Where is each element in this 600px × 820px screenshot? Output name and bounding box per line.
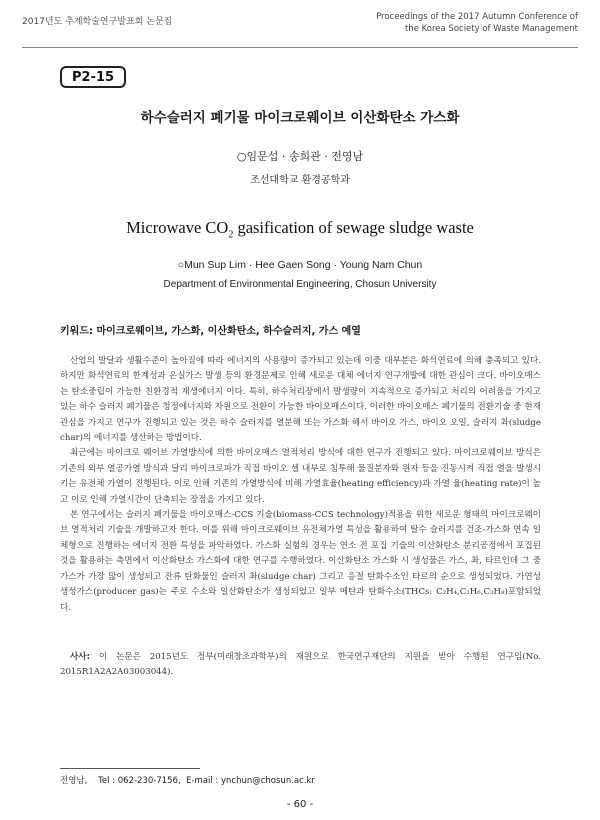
- body-paragraph-3: 본 연구에서는 슬러지 폐기물을 바이오매스-CCS 기술(biomass-CCS technology)적용을 위한 새로운 형태의 마이크로웨이브 열적처리 기술을 개발하고자 한다. 이를 위해 마이크로웨이브 유전체가열 특성을 활용하여 탈수 슬러지를 건조-가스화 연속 일체형으로 진행하는 에너지 전환 특성을 파악하였다. 가스화 실험의 경우는 연소 전 포집 기술의 이산화탄소 분리공정에서 포집된 것을 활용하는 측면에서 이산화탄소 가스화에 대한 연구를 수행하였다. 이산화탄소 가스화 시 생성물은 가스, 촤, 타르인데 그 중 가스가 가장 많이 생성되고 잔류 탄화물인 슬러지 촤(sludge char) 그리고 응절 탄화수소인 타르의 순으로 생성되었다. 가연성 생성가스(producer gas)는 주로 수소와 일산화탄소가 생성되었고 일부 메탄과 탄화수소(THCs: C₂H₄,C₂H₆,C₃H₈)포함되었다.: [60, 510, 541, 613]
- body-paragraph-1: 산업의 발달과 생활수준이 높아짐에 따라 에너지의 사용량이 증가되고 있는데 이중 대부분은 화석연료에 의해 충족되고 있다. 하지만 화석연료의 한계성과 온실가스 발생 등의 환경문제로 인해 새로운 대체 에너지 연구개발에 대한 관심이 크다. 바이오매스는 탄소중립이 가능한 친환경적 재생에너지 이다. 특히, 하수처리장에서 발생량이 지속적으로 증가되고 처리의 어려움을 가지고 있는 하수 슬러지 폐기물은 청정에너지와 자원으로 전환이 가능한 바이오매스이다. 이러한 바이오매스 폐기물의 전환기술 중 현재 관심을 가지고 연구가 진행되고 있는 것은 하수 슬러지를 열분해 또는 가스화 해서 바이오 가스, 바이오 오일, 슬러지 촤(sludge char)의 에너지를 생산하는 방법이다.: [60, 356, 541, 444]
- page-number: - 60 -: [286, 799, 314, 810]
- title-korean: 하수슬러지 폐기물 마이크로웨이브 이산화탄소 가스화: [140, 110, 460, 126]
- running-header-left: 2017년도 추계학술연구발표회 논문집: [22, 17, 173, 27]
- running-header-right-line1: Proceedings of the 2017 Autumn Conference of: [376, 12, 578, 22]
- body-paragraph-2: 최근에는 마이크로 웨이브 가열방식에 의한 바이오매스 열적처리 방식에 대한 연구가 진행되고 있다. 마이크로웨이브 방식은 기존의 외부 열공가열 방식과 달리 마이크로파가 직접 바이오 셀 내부로 침투해 물질분자와 원자 등을 진동시켜 직접 열을 발생시키는 유전체 가열이 진행된다. 이로 인해 기존의 가열방식에 비해 가열효율(heating efficiency)과 가열 율(heating rate)이 높고 이로 인해 가열시간이 단축되는 장점을 가지고 있다.: [60, 448, 541, 505]
- title-english-part1: Microwave CO: [126, 218, 229, 237]
- title-english-subscript: 2: [228, 229, 234, 241]
- authors-korean: ○임문섭 · 송희관 · 전영남: [236, 150, 364, 163]
- keywords: 키워드: 마이크로웨이브, 가스화, 이산화탄소, 하수슬러지, 가스 예열: [60, 326, 361, 337]
- acknowledgement-text: 이 논문은 2015년도 정부(미래창조과학부)의 재원으로 한국연구재단의 지원을 받아 수행된 연구임(No. 2015R1A2A2A03003044).: [60, 652, 541, 678]
- running-header-right: [376, 11, 578, 35]
- header-rule: [22, 47, 578, 48]
- title-english: [0, 218, 600, 240]
- paper-id-badge: P2-15: [60, 66, 126, 88]
- affiliation-english: Department of Environmental Engineering, Chosun University: [163, 279, 437, 290]
- running-header-right-line2: the Korea Society of Waste Management: [404, 24, 578, 34]
- body-text: [60, 354, 541, 616]
- title-english-part2: gasification of sewage sludge waste: [233, 218, 474, 237]
- footnote-contact: 전영남, Tel : 062-230-7156, E-mail : ynchun@chosun.ac.kr: [60, 776, 315, 786]
- affiliation-korean: 조선대학교 환경공학과: [250, 175, 350, 186]
- footnote-rule: [60, 768, 200, 769]
- authors-english: ○Mun Sup Lim · Hee Gaen Song · Young Nam Chun: [177, 259, 423, 271]
- acknowledgement-paragraph: [60, 650, 541, 681]
- acknowledgement: [60, 650, 541, 681]
- acknowledgement-label: 사사:: [70, 652, 91, 662]
